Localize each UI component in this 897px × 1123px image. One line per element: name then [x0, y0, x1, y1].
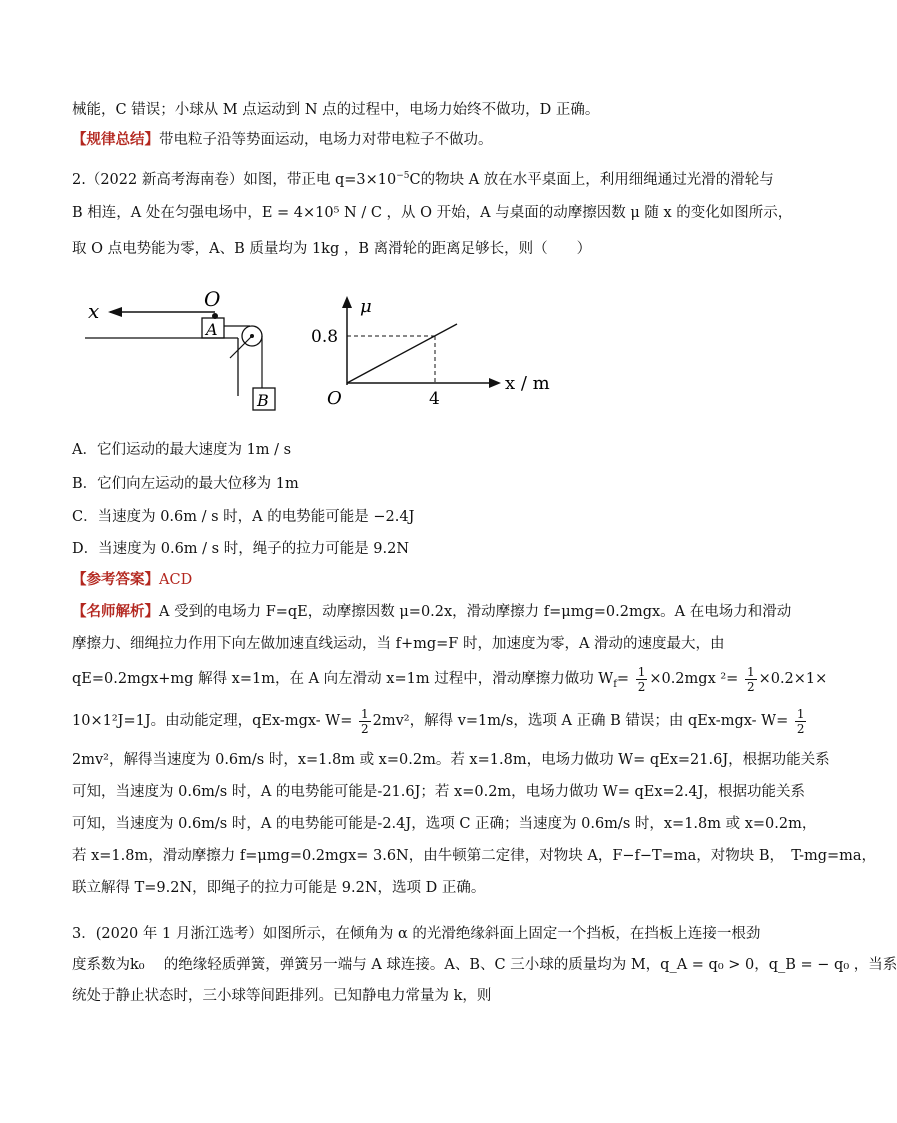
x-axis-arrow: [489, 378, 501, 388]
summary-tag: 【规律总结】: [72, 131, 159, 148]
rule-summary: 【规律总结】带电粒子沿等势面运动，电场力对带电粒子不做功。: [72, 131, 493, 148]
question-2-line-1: 2.（2022 新高考海南卷）如图，带正电 $q=3\times 10^{-5}C$的物块 A 放在水平桌面上，利用细绳通过光滑的滑轮与: [72, 171, 774, 188]
text-line-1: 械能，C 错误；小球从 M 点运动到 N 点的过程中，电场力始终不做功，D 正确。: [72, 102, 600, 118]
explanation-line-1: 【名师解析】A 受到的电场力 F=qE，动摩擦因数 μ=0.2x，滑动摩擦力 f=μmg=0.2mgx。A 在电场力和滑动: [72, 603, 792, 620]
question-3-line-3: 统处于静止状态时，三小球等间距排列。已知静电力常量为 k，则: [72, 988, 492, 1004]
mu-line: [347, 324, 457, 383]
question-2-line-2: B 相连，A 处在匀强电场中，E = 4×10⁵ N / C ，从 O 开始，A 与桌面的动摩擦因数 μ 随 x 的变化如图所示，: [72, 205, 793, 221]
origin-label: O: [327, 388, 342, 409]
explanation-line-2: 摩擦力、细绳拉力作用下向左做加速直线运动，当 f+mg=F 时，加速度为零，A 滑动的速度最大，由: [72, 636, 725, 652]
y-tick-label: 0.8: [311, 327, 339, 347]
apparatus-figure: [80, 278, 290, 416]
reference-answer: 【参考答案】ACD: [72, 571, 193, 588]
x-arrow-head: [108, 307, 122, 317]
option-d: D．当速度为 0.6m / s 时，绳子的拉力可能是 9.2N: [72, 541, 410, 557]
x-label: x: [88, 299, 100, 323]
block-b-label: B: [257, 391, 269, 410]
question-3-line-2: 度系数为k₀ 的绝缘轻质弹簧，弹簧另一端与 A 球连接。A、B、C 三小球的质量均为 M，q_A = q₀ > 0，q_B = − q₀ ，当系: [72, 957, 897, 973]
explanation-line-8: 若 x=1.8m，滑动摩擦力 f=μmg=0.2mgx= 3.6N，由牛顿第二定律，对物块 A，F−f−T=ma，对物块 B， T-mg=ma，: [72, 848, 877, 864]
explanation-line-6: 可知，当速度为 0.6m/s 时，A 的电势能可能是-21.6J；若 x=0.2m，电场力做功 W= qEx=2.4J，根据功能关系: [72, 784, 806, 800]
o-label: O: [204, 287, 221, 311]
option-b: B．它们向左运动的最大位移为 1m: [72, 476, 299, 492]
explanation-line-3: qE=0.2mgx+mg 解得 x=1m，在 A 向左滑动 x=1m 过程中，滑动摩擦力做功 $W_f=$ $\frac{1}{2}$ ×0.2mgx ²= $\frac{1}{2}$ ×0.2×1×: [72, 664, 828, 694]
y-axis-arrow: [342, 296, 352, 308]
mu-x-graph: [305, 290, 565, 410]
option-a: A．它们运动的最大速度为 1m / s: [72, 442, 292, 458]
explanation-line-9: 联立解得 T=9.2N，即绳子的拉力可能是 9.2N，选项 D 正确。: [72, 880, 486, 896]
question-3-line-1: 3．(2020 年 1 月浙江选考）如图所示，在倾角为 α 的光滑绝缘斜面上固定一个挡板，在挡板上连接一根劲: [72, 926, 761, 942]
explanation-tag: 【名师解析】: [72, 603, 159, 620]
pulley-support: [230, 336, 252, 358]
question-2-line-3: 取 O 点电势能为零，A、B 质量均为 1kg ，B 离滑轮的距离足够长，则（ ）: [72, 241, 592, 257]
mu-label: μ: [360, 296, 372, 317]
answer-tag: 【参考答案】: [72, 571, 159, 588]
explanation-line-5: 2mv²，解得当速度为 0.6m/s 时，x=1.8m 或 x=0.2m。若 x=1.8m，电场力做功 W= qEx=21.6J，根据功能关系: [72, 752, 830, 768]
option-c: C．当速度为 0.6m / s 时，A 的电势能可能是 −2.4J: [72, 509, 415, 525]
x-tick-label: 4: [429, 389, 440, 409]
x-axis-label: x / m: [505, 373, 550, 394]
explanation-line-7: 可知，当速度为 0.6m/s 时，A 的电势能可能是-2.4J，选项 C 正确；当速度为 0.6m/s 时，x=1.8m 或 x=0.2m，: [72, 816, 817, 832]
explanation-line-4: 10×1²J=1J。由动能定理，qEx-mgx- W= $\frac{1}{2}$ 2mv²，解得 v=1m/s，选项 A 正确 B 错误；由 qEx-mgx- W= $\frac{1}{2}$: [72, 706, 805, 736]
block-a-label: A: [206, 320, 218, 339]
